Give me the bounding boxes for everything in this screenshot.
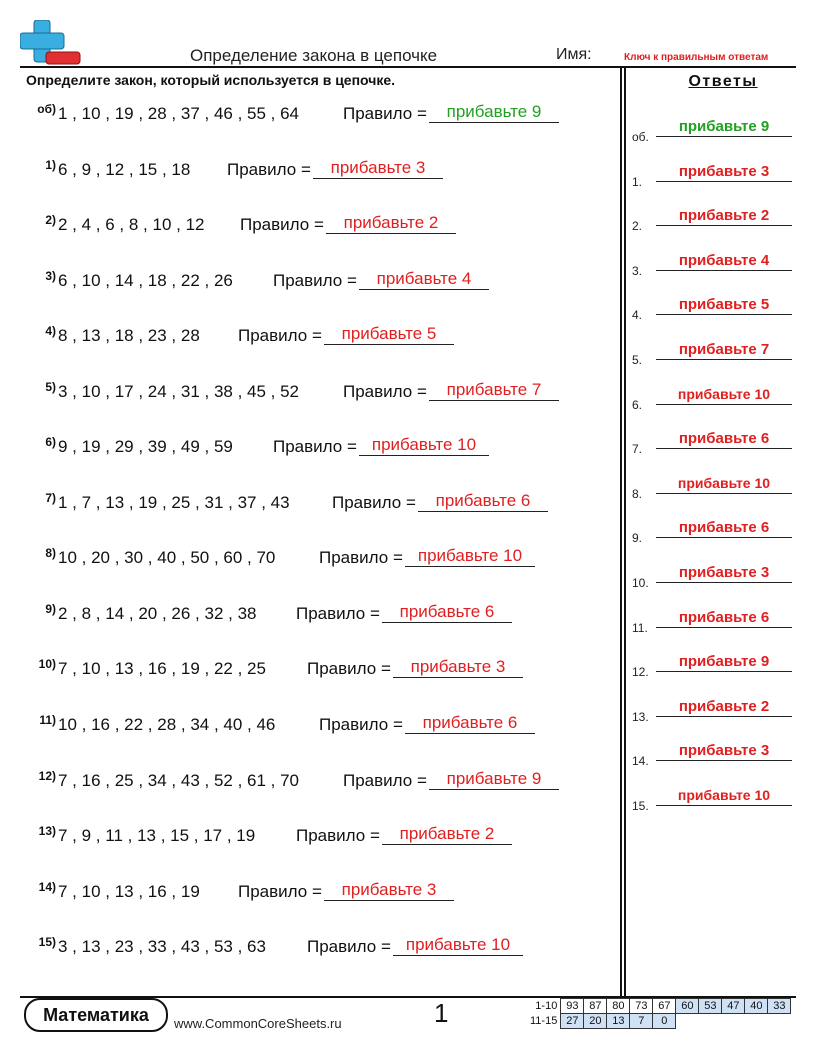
score-table (528, 998, 791, 1029)
rule-label: Правило = (343, 382, 427, 401)
answer-key-number: 2. (632, 219, 643, 234)
answer-key-number: 7. (632, 442, 643, 457)
score-cell: 0 (653, 1014, 676, 1029)
number-sequence: 1 , 10 , 19 , 28 , 37 , 46 , 55 , 64 (58, 104, 300, 123)
number-sequence: 7 , 10 , 13 , 16 , 19 , 22 , 25 (58, 659, 266, 678)
answer-key-row (632, 564, 794, 594)
answer-key-number: 12. (632, 665, 649, 680)
answer-key-text: прибавьте 9 (678, 653, 770, 671)
answer-text: прибавьте 10 (405, 935, 511, 954)
answer-key-row (632, 118, 794, 148)
answer-key-row (632, 296, 794, 326)
column-divider (624, 68, 626, 998)
answer-line (359, 455, 489, 456)
score-row-label: 11-15 (530, 1015, 558, 1027)
rule-label: Правило = (240, 215, 324, 234)
problem-number: 4) (45, 324, 56, 338)
problem-number: 12) (38, 769, 56, 783)
answer-key-row (632, 698, 794, 728)
answer-key-line (656, 716, 792, 717)
answer-key-row (632, 430, 794, 460)
answer-key-number: 14. (632, 754, 649, 769)
answer-key-number: 15. (632, 799, 649, 813)
answer-key-text: прибавьте 2 (678, 207, 770, 225)
answer-line (418, 511, 548, 512)
score-cell: 67 (653, 999, 676, 1014)
instructions: Определите закон, который используется в цепочке. (26, 72, 396, 88)
answer-key-text: прибавьте 4 (678, 251, 770, 269)
answer-key-number: 1. (632, 174, 643, 189)
problem-number: 6) (45, 435, 56, 449)
number-sequence: 2 , 8 , 14 , 20 , 26 , 32 , 38 (58, 604, 257, 623)
answer-key-number: 13. (632, 709, 649, 724)
answer-key-number: 10. (632, 576, 649, 590)
rule-label: Правило = (319, 715, 403, 734)
score-cell: 53 (699, 999, 722, 1014)
answer-line (324, 344, 454, 345)
answer-key-text: прибавьте 10 (677, 474, 771, 491)
answer-key-text: прибавьте 6 (678, 519, 770, 537)
worksheet-title: Определение закона в цепочке (190, 46, 438, 65)
number-sequence: 6 , 10 , 14 , 18 , 22 , 26 (58, 271, 233, 290)
answer-key-row (632, 653, 794, 683)
answer-key-number: 5. (632, 353, 643, 367)
number-sequence: 7 , 9 , 11 , 13 , 15 , 17 , 19 (58, 826, 256, 845)
answer-key-text: прибавьте 3 (678, 742, 770, 760)
answer-key-number: 8. (632, 486, 643, 501)
problem-number: 11) (39, 713, 56, 727)
answer-line (405, 733, 535, 734)
number-sequence: 10 , 16 , 22 , 28 , 34 , 40 , 46 (58, 715, 276, 734)
answers-heading: Ответы (688, 73, 758, 90)
answer-key-text: прибавьте 9 (678, 118, 770, 135)
number-sequence: 6 , 9 , 12 , 15 , 18 (58, 160, 191, 179)
score-cell: 80 (607, 999, 630, 1014)
answer-line (326, 233, 456, 234)
problem-number: 3) (45, 269, 56, 283)
score-cell: 33 (768, 999, 791, 1014)
answer-key-text: прибавьте 2 (678, 697, 770, 715)
score-cell: 60 (676, 999, 699, 1014)
score-row-label: 1-10 (535, 1000, 558, 1012)
answer-key-line (656, 671, 792, 672)
answer-key-text: прибавьте 6 (678, 430, 770, 448)
answer-line (405, 566, 535, 567)
answer-key-row (632, 341, 794, 371)
answer-line (324, 900, 454, 901)
score-cell: 13 (607, 1014, 630, 1029)
number-sequence: 3 , 10 , 17 , 24 , 31 , 38 , 45 , 52 (58, 382, 300, 401)
score-cell: 93 (561, 999, 584, 1014)
problem-number: 1) (45, 158, 56, 172)
answer-key-line (656, 136, 792, 137)
rule-label: Правило = (227, 160, 311, 179)
answer-key-text: прибавьте 6 (678, 608, 770, 626)
score-cell: 87 (584, 999, 607, 1014)
answer-text: прибавьте 6 (422, 713, 518, 732)
rule-label: Правило = (332, 493, 416, 512)
score-cell: 73 (630, 999, 653, 1014)
answer-text: прибавьте 2 (343, 213, 439, 232)
problem-number: 14) (38, 880, 56, 894)
answer-text: прибавьте 7 (446, 380, 542, 399)
answer-key-line (656, 537, 792, 538)
site-url: www.CommonCoreSheets.ru (174, 1016, 342, 1031)
answer-key-text: прибавьте 3 (678, 564, 770, 581)
answer-line (393, 955, 523, 956)
answer-text: прибавьте 9 (446, 102, 542, 121)
answer-key-number: 3. (632, 263, 643, 278)
answer-key-line (656, 760, 792, 761)
problem-number: 15) (38, 935, 56, 949)
number-sequence: 1 , 7 , 13 , 19 , 25 , 31 , 37 , 43 (58, 493, 290, 512)
answer-key-row (632, 475, 794, 505)
answer-key-line (656, 359, 792, 360)
answer-line (382, 622, 512, 623)
number-sequence: 3 , 13 , 23 , 33 , 43 , 53 , 63 (58, 937, 266, 956)
answer-text: прибавьте 3 (410, 657, 506, 676)
answer-text: прибавьте 3 (330, 158, 426, 177)
answer-key-text: прибавьте 3 (678, 162, 770, 180)
number-sequence: 7 , 10 , 13 , 16 , 19 (58, 882, 200, 901)
score-cell: 7 (630, 1014, 653, 1029)
answer-key-number: об. (632, 130, 649, 144)
rule-label: Правило = (273, 271, 357, 290)
answer-key-row (632, 163, 794, 193)
plus-minus-logo-icon (20, 20, 82, 68)
answer-key-row (632, 386, 794, 416)
answer-line (393, 677, 523, 678)
rule-label: Правило = (238, 882, 322, 901)
answer-key-number: 11. (632, 620, 648, 635)
answer-text: прибавьте 4 (376, 269, 472, 288)
score-cell: 20 (584, 1014, 607, 1029)
problem-number: 9) (45, 602, 56, 616)
page-number: 1 (434, 998, 449, 1028)
problem-number: об) (37, 102, 56, 116)
problem-number: 10) (38, 657, 56, 671)
number-sequence: 10 , 20 , 30 , 40 , 50 , 60 , 70 (58, 548, 276, 567)
answer-text: прибавьте 6 (435, 491, 531, 510)
answer-line (429, 789, 559, 790)
score-cell: 40 (745, 999, 768, 1014)
rule-label: Правило = (273, 437, 357, 456)
answer-key-line (656, 805, 792, 806)
answer-text: прибавьте 5 (341, 324, 437, 343)
problem-number: 8) (45, 546, 56, 560)
problem-number: 13) (38, 824, 56, 838)
answer-line (382, 844, 512, 845)
number-sequence: 8 , 13 , 18 , 23 , 28 (58, 326, 200, 345)
answer-text: прибавьте 10 (371, 435, 477, 454)
answer-key-line (656, 404, 792, 405)
name-label: Имя: (556, 46, 592, 63)
answer-line (359, 289, 489, 290)
rule-label: Правило = (343, 104, 427, 123)
answer-key-row (632, 519, 794, 549)
answer-text: прибавьте 6 (399, 602, 495, 621)
answer-line (429, 122, 559, 123)
column-divider (620, 68, 622, 998)
number-sequence: 9 , 19 , 29 , 39 , 49 , 59 (58, 437, 233, 456)
answer-key-text: прибавьте 10 (677, 787, 771, 803)
answer-key-text: прибавьте 7 (678, 341, 770, 358)
answer-key-number: 9. (632, 531, 643, 546)
answer-key-line (656, 493, 792, 494)
answer-line (313, 178, 443, 179)
answer-key-line (656, 314, 792, 315)
score-cell: 47 (722, 999, 745, 1014)
header-divider (20, 66, 796, 68)
number-sequence: 2 , 4 , 6 , 8 , 10 , 12 (58, 215, 205, 234)
problem-number: 7) (45, 491, 56, 505)
problem-number: 2) (45, 213, 56, 227)
answer-key-line (656, 181, 792, 182)
answer-text: прибавьте 2 (399, 824, 495, 843)
rule-label: Правило = (319, 548, 403, 567)
rule-label: Правило = (343, 771, 427, 790)
answer-text: прибавьте 9 (446, 769, 542, 788)
score-cell: 27 (561, 1014, 584, 1029)
answer-key-text: прибавьте 10 (677, 385, 771, 402)
answer-key-text: прибавьте 5 (678, 296, 770, 314)
answer-key-line (656, 448, 792, 449)
answer-text: прибавьте 3 (341, 880, 437, 899)
answer-key-row (632, 252, 794, 282)
answer-key-number: 4. (632, 308, 643, 323)
answer-line (429, 400, 559, 401)
number-sequence: 7 , 16 , 25 , 34 , 43 , 52 , 61 , 70 (58, 771, 300, 790)
answer-key-row (632, 207, 794, 237)
answer-key-line (656, 627, 792, 628)
score-row (528, 1014, 791, 1029)
answer-key-line (656, 582, 792, 583)
answer-key-row (632, 787, 794, 817)
answer-text: прибавьте 10 (417, 546, 523, 565)
rule-label: Правило = (238, 326, 322, 345)
rule-label: Правило = (296, 604, 380, 623)
answer-key-line (656, 270, 792, 271)
score-row (528, 999, 791, 1014)
rule-label: Правило = (307, 937, 391, 956)
answer-key-line (656, 225, 792, 226)
answer-key-row (632, 609, 794, 639)
answer-key-row (632, 742, 794, 772)
brand-badge: Математика (24, 998, 168, 1032)
answer-key-number: 6. (632, 397, 643, 412)
rule-label: Правило = (307, 659, 391, 678)
problem-number: 5) (45, 380, 56, 394)
rule-label: Правило = (296, 826, 380, 845)
answer-key-label: Ключ к правильным ответам (624, 52, 769, 63)
